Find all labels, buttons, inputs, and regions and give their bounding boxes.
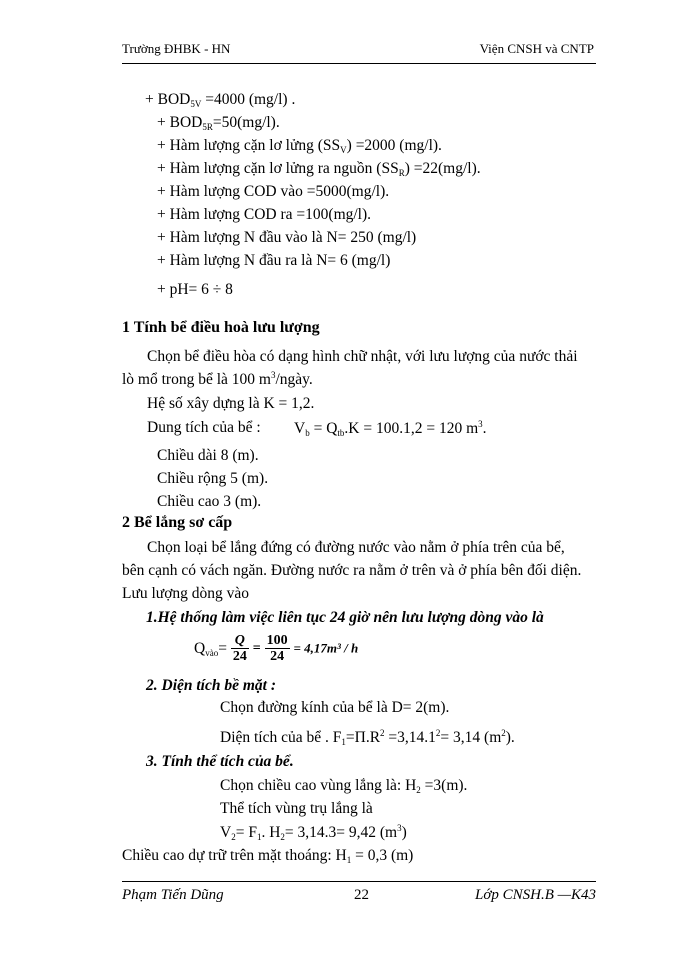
settling-volume-label: Thể tích vùng trụ lắng là	[220, 800, 373, 817]
section1-heading: 1 Tính bể điều hoà lưu lượng	[122, 319, 320, 336]
section1-para2: lò mổ trong bể là 100 $m^3$/ngày.	[122, 370, 313, 388]
param-ph: + pH= 6 ÷ 8	[157, 281, 233, 298]
param-ss-v: + Hàm lượng cặn lơ lửng $(SS_V) =2000$ (mg/l).	[157, 137, 442, 155]
diameter-line: Chọn đường kính của bể là D= 2(m).	[220, 699, 450, 716]
subsection-volume-heading: 3. Tính thể tích của bể.	[146, 753, 294, 770]
header-right: Viện CNSH và CNTP	[479, 41, 594, 56]
area-line: Diện tích của bể . $F_1=\Pi.R^2 =3,14.1^2= 3,14$ $(m^2)$.	[220, 728, 515, 747]
dim-length: Chiều dài 8 (m).	[157, 447, 259, 464]
flow-formula: $Q_{vào}=$ $\frac{Q}{24}$ = $\frac{100}{24}$ = 4,17m³ / h	[194, 633, 359, 664]
section2-para1: Chọn loại bể lắng đứng có đường nước vào nằm ở phía trên của bể,	[147, 539, 565, 556]
param-bod-sv: + $BOD_{5V} =4000$ (mg/l) .	[145, 91, 296, 109]
section1-volume-label: Dung tích của bể :	[147, 419, 261, 436]
param-n-out: + Hàm lượng N đầu ra là N= 6 (mg/l)	[157, 252, 391, 269]
footer-page-number: 22	[354, 887, 369, 903]
param-cod-in: + Hàm lượng COD vào =5000(mg/l).	[157, 183, 390, 200]
fraction-q-24: $\frac{Q}{24}$	[232, 633, 247, 664]
section2-heading: 2 Bể lắng sơ cấp	[122, 514, 233, 531]
section1-para1: Chọn bể điều hòa có dạng hình chữ nhật, với lưu lượng của nước thải	[147, 348, 578, 365]
reserve-height-line: Chiều cao dự trữ trên mặt thoáng: $H_1 = 0,3$ (m)	[122, 847, 414, 865]
section1-coef: Hệ số xây dựng là K = 1,2.	[147, 395, 315, 412]
section1-volume-formula: $V_b = Q_{tb}.K = 100.1,2 = 120$ $m^3$.	[294, 419, 487, 438]
param-bod-sr: + $BOD_{5R}=50(mg/l)$.	[157, 114, 280, 132]
subsection-area-heading: 2. Diện tích bề mặt :	[146, 677, 277, 694]
dim-width: Chiều rộng 5 (m).	[157, 470, 269, 487]
section2-para3: Lưu lượng dòng vào	[122, 585, 250, 602]
footer-author: Phạm Tiến Dũng	[122, 887, 224, 903]
param-n-in: + Hàm lượng N đầu vào là N= 250 (mg/l)	[157, 229, 417, 246]
param-ss-r: + Hàm lượng cặn lơ lửng ra nguồn $(SS_R) =22(mg/l)$.	[157, 160, 481, 178]
footer-class: Lớp CNSH.B —K43	[475, 887, 596, 903]
section2-para2: bên cạnh có vách ngăn. Đường nước ra nằm ở trên và ở phía bên đối diện.	[122, 562, 582, 579]
settling-height-line: Chọn chiều cao vùng lắng là: $H_2 =3(m)$.	[220, 777, 468, 795]
subsection-flow-heading: 1.Hệ thống làm việc liên tục 24 giờ nên lưu lượng dòng vào là	[146, 609, 544, 626]
header-left: Trường ĐHBK - HN	[122, 41, 231, 56]
footer-rule	[122, 881, 596, 882]
settling-volume-formula: $V_2= F_1$. $H_2= 3,14.3= 9,42$ $(m^3)$	[220, 823, 407, 842]
dim-height: Chiều cao 3 (m).	[157, 493, 262, 510]
fraction-100-24: $\frac{100}{24}$	[266, 633, 288, 664]
header-rule	[122, 63, 596, 64]
param-cod-out: + Hàm lượng COD ra =100(mg/l).	[157, 206, 372, 223]
